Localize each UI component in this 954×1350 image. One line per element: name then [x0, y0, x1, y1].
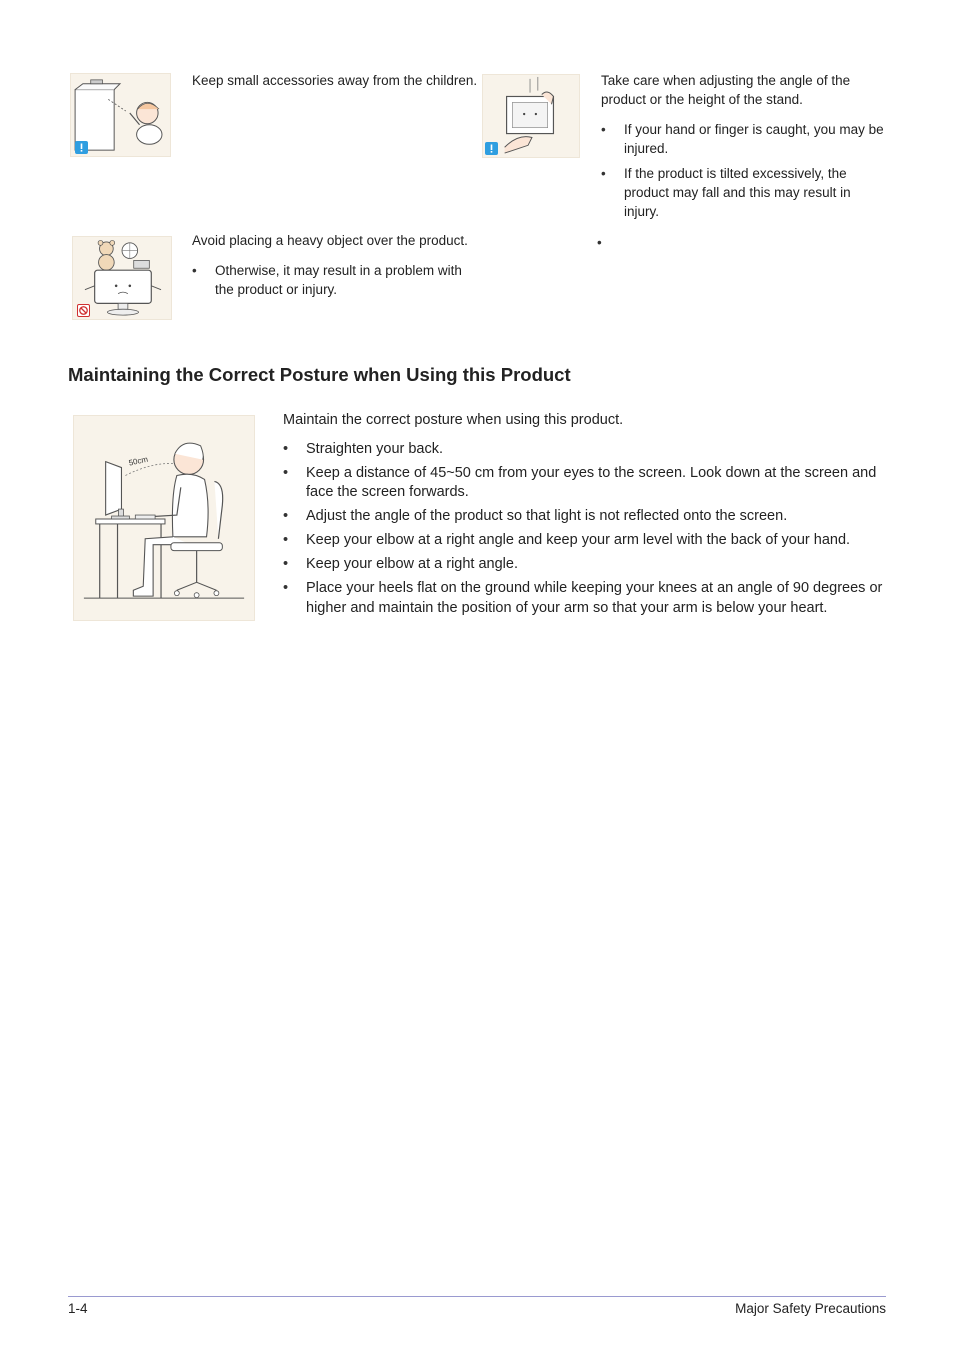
angle-warning-text: Take care when adjusting the angle of the product or the height of the stand. [601, 73, 851, 107]
prohibited-icon [77, 304, 90, 317]
heavy-object-illustration [72, 236, 172, 320]
angle-warning-block [601, 71, 886, 227]
posture-text-block [283, 411, 886, 623]
heavy-warning-text: Avoid placing a heavy object over the product. [192, 233, 468, 248]
angle-adjust-illustration [482, 74, 580, 158]
list-item: • Straighten your back. [283, 440, 886, 460]
list-item: • Keep your elbow at a right angle and keep your arm level with the back of your hand. [283, 531, 886, 551]
section-heading: Maintaining the Correct Posture when Using this Product [68, 364, 571, 385]
list-item: • Otherwise, it may result in a problem with the product or injury. [192, 261, 477, 299]
angle-warning-list [601, 120, 886, 221]
footer-section-title: Major Safety Precautions [735, 1301, 886, 1316]
list-item: • If the product is tilted excessively, the product may fall and this may result in injury. [601, 164, 886, 221]
posture-illustration [73, 415, 255, 621]
footer-divider [68, 1296, 886, 1297]
heavy-warning-block [192, 231, 477, 305]
heavy-warning-list [192, 261, 477, 299]
list-item: • Adjust the angle of the product so that light is not reflected onto the screen. [283, 507, 886, 527]
caution-icon [485, 142, 498, 155]
list-item: • Keep your elbow at a right angle. [283, 555, 886, 575]
list-item: • Place your heels flat on the ground while keeping your knees at an angle of 90 degrees or higher and maintain the position of your arm so that your arm is below your heart. [283, 579, 886, 618]
children-warning-text: Keep small accessories away from the children. [192, 73, 478, 88]
list-item: • Keep a distance of 45~50 cm from your eyes to the screen. Look down at the screen and face the screen forwards. [283, 464, 886, 503]
page-number: 1-4 [68, 1301, 88, 1316]
seated-person-figure [74, 416, 254, 620]
posture-intro: Maintain the correct posture when using this product. [283, 412, 624, 428]
children-accessories-illustration [70, 73, 171, 157]
distance-label: 50cm [127, 454, 149, 468]
posture-list [283, 440, 886, 619]
caution-icon [75, 141, 88, 154]
list-item: • If your hand or finger is caught, you may be injured. [601, 120, 886, 158]
